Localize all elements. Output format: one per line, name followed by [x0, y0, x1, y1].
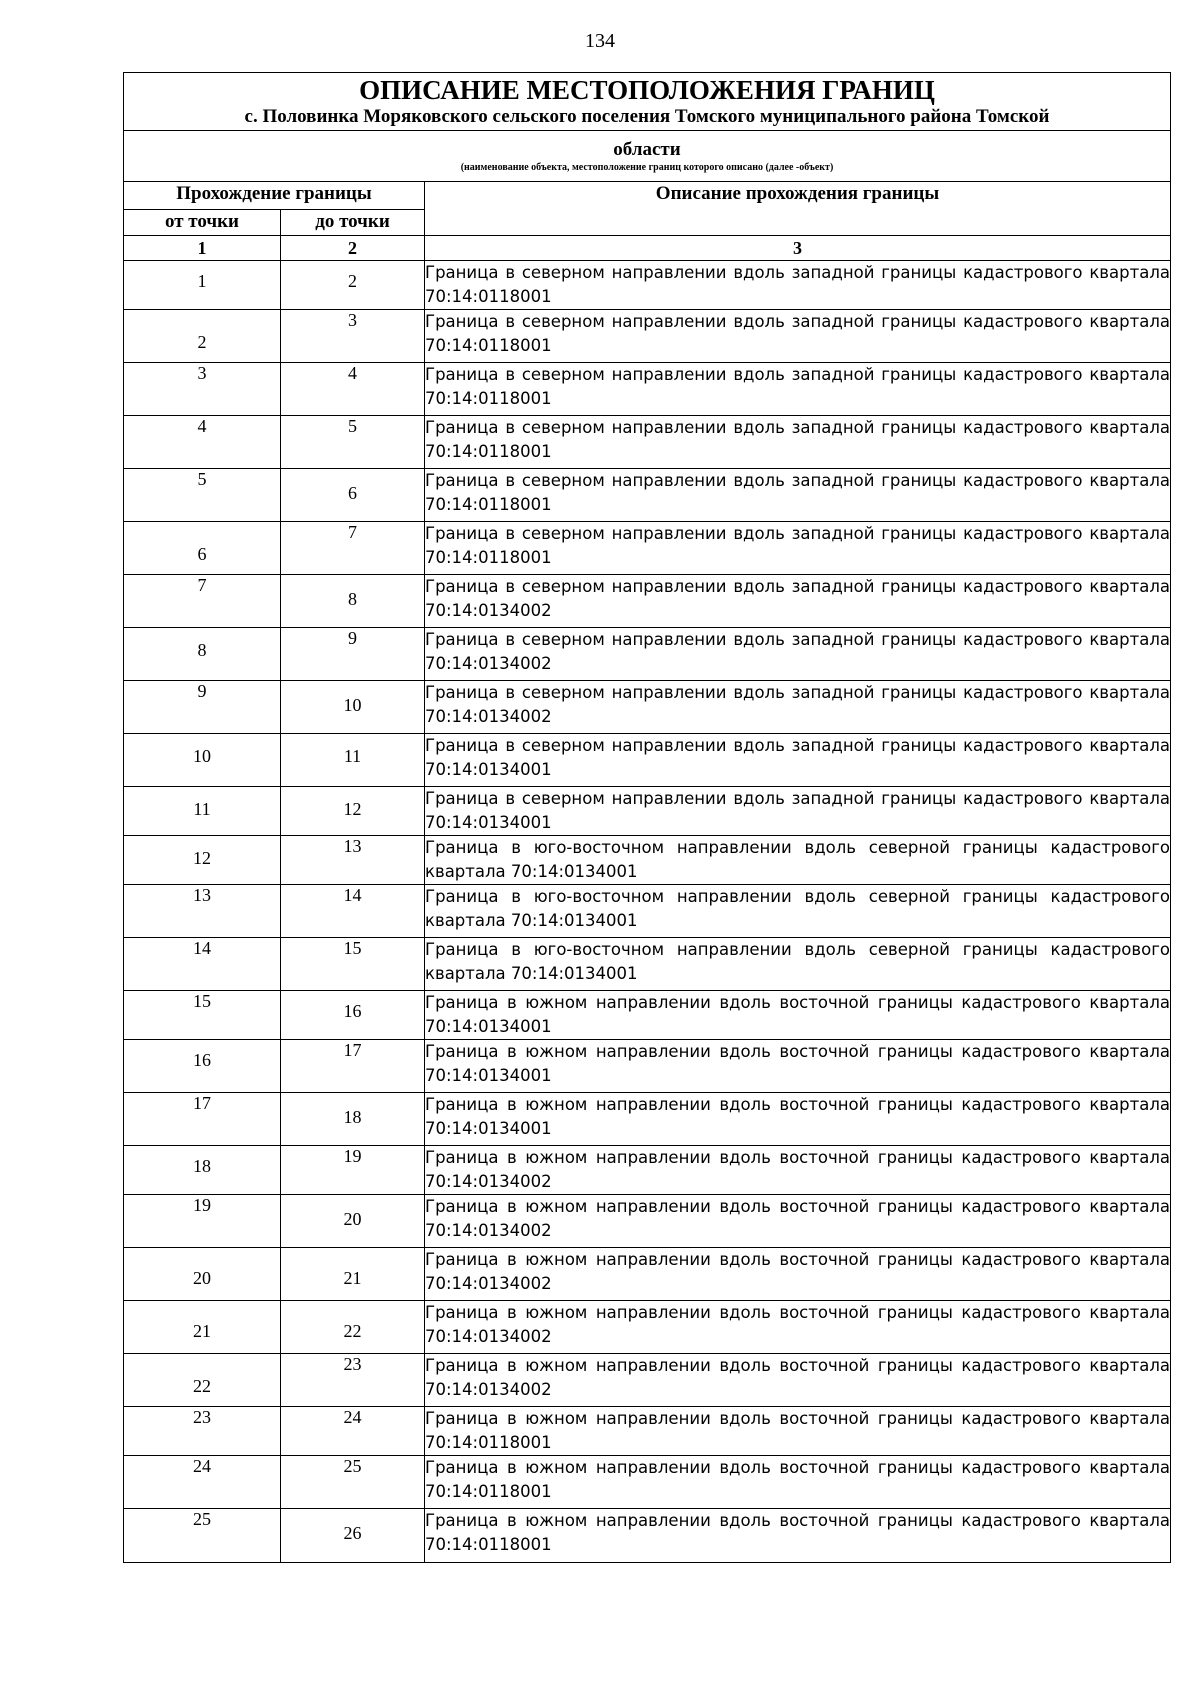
- from-point-number: 2: [197, 332, 207, 352]
- to-point-number: 19: [343, 1146, 362, 1166]
- from-point-cell: [124, 363, 281, 416]
- table-row: [124, 1248, 1171, 1301]
- boundary-description: Граница в северном направлении вдоль западной границы кадастрового квартала 70:14:0134001: [425, 734, 1171, 787]
- from-point-cell: [124, 575, 281, 628]
- to-point-cell: [281, 628, 425, 681]
- to-point-cell: [281, 1456, 425, 1509]
- object-name-row: [124, 131, 1171, 182]
- from-point-cell: [124, 1248, 281, 1301]
- from-point-number: 8: [197, 640, 207, 660]
- from-point-number: 6: [197, 544, 207, 564]
- boundary-description: Граница в северном направлении вдоль западной границы кадастрового квартала 70:14:0134001: [425, 787, 1171, 836]
- to-point-number: 5: [348, 416, 357, 436]
- to-point-number: 26: [343, 1523, 362, 1543]
- table-row: [124, 681, 1171, 734]
- table-row: [124, 310, 1171, 363]
- from-point-cell: [124, 1040, 281, 1093]
- table-row: [124, 469, 1171, 522]
- to-point-cell: [281, 469, 425, 522]
- from-point-number: 11: [193, 799, 211, 819]
- from-point-number: 22: [193, 1376, 211, 1396]
- boundary-description: Граница в южном направлении вдоль восточной границы кадастрового квартала 70:14:0134002: [425, 1354, 1171, 1407]
- from-point-cell: [124, 416, 281, 469]
- to-point-cell: [281, 681, 425, 734]
- column-number-row: [124, 236, 1171, 261]
- to-point-cell: [281, 522, 425, 575]
- boundary-description: Граница в северном направлении вдоль западной границы кадастрового квартала 70:14:0118001: [425, 310, 1171, 363]
- object-name-continuation: области: [613, 138, 681, 160]
- from-point-cell: [124, 1509, 281, 1563]
- from-point-cell: [124, 885, 281, 938]
- to-point-number: 11: [343, 746, 362, 766]
- boundary-description: Граница в южном направлении вдоль восточной границы кадастрового квартала 70:14:0134001: [425, 1040, 1171, 1093]
- boundary-description: Граница в северном направлении вдоль западной границы кадастрового квартала 70:14:0118001: [425, 522, 1171, 575]
- object-name-cell: [124, 131, 1171, 182]
- to-point-cell: [281, 261, 425, 310]
- to-point-number: 23: [343, 1354, 362, 1374]
- to-point-number: 9: [348, 628, 357, 648]
- to-point-number: 14: [343, 885, 362, 905]
- table-row: [124, 1354, 1171, 1407]
- from-point-cell: [124, 787, 281, 836]
- from-point-cell: [124, 991, 281, 1040]
- table-row: [124, 1456, 1171, 1509]
- to-point-number: 10: [343, 695, 362, 715]
- to-point-cell: [281, 575, 425, 628]
- to-point-number: 4: [348, 363, 357, 383]
- boundary-description: Граница в южном направлении вдоль восточной границы кадастрового квартала 70:14:0134002: [425, 1195, 1171, 1248]
- boundary-description: Граница в северном направлении вдоль западной границы кадастрового квартала 70:14:0134002: [425, 628, 1171, 681]
- from-point-number: 25: [193, 1509, 211, 1529]
- from-point-number: 16: [193, 1050, 211, 1070]
- to-point-cell: [281, 1040, 425, 1093]
- from-point-cell: [124, 469, 281, 522]
- to-point-cell: [281, 1509, 425, 1563]
- to-point-cell: [281, 1195, 425, 1248]
- to-point-cell: [281, 1146, 425, 1195]
- to-point-cell: [281, 1301, 425, 1354]
- to-point-number: 25: [343, 1456, 362, 1476]
- table-row: [124, 416, 1171, 469]
- to-point-cell: [281, 310, 425, 363]
- page-number: 134: [585, 30, 615, 52]
- to-point-cell: [281, 836, 425, 885]
- object-name-note: (наименование объекта, местоположение границ которого описано (далее -объект): [460, 161, 834, 173]
- from-point-number: 19: [193, 1195, 211, 1215]
- boundary-description: Граница в южном направлении вдоль восточной границы кадастрового квартала 70:14:0134001: [425, 991, 1171, 1040]
- to-point-number: 17: [343, 1040, 362, 1060]
- table-row: [124, 1509, 1171, 1563]
- from-point-number: 18: [193, 1156, 211, 1176]
- table-row: [124, 1301, 1171, 1354]
- from-point-number: 1: [197, 271, 207, 291]
- to-point-number: 7: [348, 522, 357, 542]
- table-row: [124, 836, 1171, 885]
- from-point-cell: [124, 1093, 281, 1146]
- from-point-number: 9: [197, 681, 207, 701]
- header-row-1: [124, 182, 1171, 210]
- from-point-cell: [124, 1456, 281, 1509]
- boundary-description: Граница в южном направлении вдоль восточной границы кадастрового квартала 70:14:0134002: [425, 1248, 1171, 1301]
- header-description: Описание прохождения границы: [425, 182, 1171, 236]
- to-point-number: 22: [343, 1321, 362, 1341]
- from-point-cell: [124, 310, 281, 363]
- from-point-cell: [124, 522, 281, 575]
- from-point-number: 13: [193, 885, 211, 905]
- to-point-number: 24: [343, 1407, 362, 1427]
- from-point-number: 10: [193, 746, 211, 766]
- table-row: [124, 1195, 1171, 1248]
- to-point-number: 12: [343, 799, 362, 819]
- boundary-description: Граница в северном направлении вдоль западной границы кадастрового квартала 70:14:0118001: [425, 261, 1171, 310]
- table-row: [124, 522, 1171, 575]
- to-point-cell: [281, 416, 425, 469]
- table-row: [124, 885, 1171, 938]
- table-body: [124, 73, 1171, 1563]
- to-point-cell: [281, 1093, 425, 1146]
- boundary-description: Граница в южном направлении вдоль восточной границы кадастрового квартала 70:14:0118001: [425, 1456, 1171, 1509]
- to-point-number: 6: [348, 483, 357, 503]
- from-point-number: 4: [197, 416, 207, 436]
- from-point-number: 23: [193, 1407, 211, 1427]
- boundary-description: Граница в северном направлении вдоль западной границы кадастрового квартала 70:14:0134002: [425, 575, 1171, 628]
- table-row: [124, 938, 1171, 991]
- to-point-cell: [281, 787, 425, 836]
- table-row: [124, 734, 1171, 787]
- to-point-number: 2: [348, 271, 357, 291]
- to-point-number: 16: [343, 1001, 362, 1021]
- to-point-number: 13: [343, 836, 362, 856]
- boundary-table: [123, 72, 1171, 1563]
- from-point-number: 14: [193, 938, 211, 958]
- to-point-number: 3: [348, 310, 357, 330]
- table-row: [124, 628, 1171, 681]
- from-point-cell: [124, 1407, 281, 1456]
- from-point-number: 24: [193, 1456, 211, 1476]
- to-point-cell: [281, 938, 425, 991]
- from-point-number: 3: [197, 363, 207, 383]
- from-point-cell: [124, 734, 281, 787]
- document-title: ОПИСАНИЕ МЕСТОПОЛОЖЕНИЯ ГРАНИЦ: [359, 74, 935, 105]
- from-point-cell: [124, 938, 281, 991]
- table-row: [124, 787, 1171, 836]
- boundary-description: Граница в южном направлении вдоль восточной границы кадастрового квартала 70:14:0134002: [425, 1301, 1171, 1354]
- to-point-cell: [281, 885, 425, 938]
- from-point-cell: [124, 261, 281, 310]
- document-subtitle: с. Половинка Моряковского сельского поселения Томского муниципального района Томской: [244, 105, 1050, 127]
- from-point-cell: [124, 836, 281, 885]
- to-point-number: 21: [343, 1268, 362, 1288]
- table-row: [124, 991, 1171, 1040]
- to-point-cell: [281, 991, 425, 1040]
- to-point-number: 18: [343, 1107, 362, 1127]
- header-from-point: от точки: [124, 210, 281, 236]
- table-row: [124, 1093, 1171, 1146]
- to-point-cell: [281, 1354, 425, 1407]
- boundary-description: Граница в юго-восточном направлении вдоль северной границы кадастрового квартала 70:14:0134001: [425, 836, 1171, 885]
- from-point-number: 15: [193, 991, 211, 1011]
- to-point-cell: [281, 734, 425, 787]
- table-row: [124, 363, 1171, 416]
- from-point-cell: [124, 1146, 281, 1195]
- title-cell: [124, 73, 1171, 131]
- from-point-number: 20: [193, 1268, 211, 1288]
- boundary-description: Граница в юго-восточном направлении вдоль северной границы кадастрового квартала 70:14:0134001: [425, 885, 1171, 938]
- to-point-number: 15: [343, 938, 362, 958]
- from-point-number: 5: [197, 469, 207, 489]
- header-passage: Прохождение границы: [124, 182, 425, 210]
- to-point-cell: [281, 1407, 425, 1456]
- boundary-description: Граница в южном направлении вдоль восточной границы кадастрового квартала 70:14:0118001: [425, 1407, 1171, 1456]
- from-point-number: 7: [197, 575, 207, 595]
- from-point-number: 21: [193, 1321, 211, 1341]
- to-point-cell: [281, 1248, 425, 1301]
- boundary-description: Граница в северном направлении вдоль западной границы кадастрового квартала 70:14:0118001: [425, 416, 1171, 469]
- column-number-3: 3: [425, 236, 1171, 261]
- from-point-cell: [124, 628, 281, 681]
- from-point-cell: [124, 681, 281, 734]
- boundary-description: Граница в южном направлении вдоль восточной границы кадастрового квартала 70:14:0134002: [425, 1146, 1171, 1195]
- from-point-number: 17: [193, 1093, 211, 1113]
- boundary-description: Граница в южном направлении вдоль восточной границы кадастрового квартала 70:14:0118001: [425, 1509, 1171, 1563]
- table-row: [124, 1146, 1171, 1195]
- to-point-number: 20: [343, 1209, 362, 1229]
- table-row: [124, 1407, 1171, 1456]
- header-to-point: до точки: [281, 210, 425, 236]
- boundary-description: Граница в северном направлении вдоль западной границы кадастрового квартала 70:14:0118001: [425, 363, 1171, 416]
- boundary-description: Граница в северном направлении вдоль западной границы кадастрового квартала 70:14:0118001: [425, 469, 1171, 522]
- from-point-cell: [124, 1301, 281, 1354]
- from-point-cell: [124, 1195, 281, 1248]
- from-point-cell: [124, 1354, 281, 1407]
- boundary-description: Граница в южном направлении вдоль восточной границы кадастрового квартала 70:14:0134001: [425, 1093, 1171, 1146]
- boundary-description: Граница в юго-восточном направлении вдоль северной границы кадастрового квартала 70:14:0134001: [425, 938, 1171, 991]
- to-point-number: 8: [348, 589, 357, 609]
- title-row: [124, 73, 1171, 131]
- table-row: [124, 1040, 1171, 1093]
- table-row: [124, 575, 1171, 628]
- boundary-description: Граница в северном направлении вдоль западной границы кадастрового квартала 70:14:0134002: [425, 681, 1171, 734]
- to-point-cell: [281, 363, 425, 416]
- table-row: [124, 261, 1171, 310]
- from-point-number: 12: [193, 848, 211, 868]
- column-number-2: 2: [281, 236, 425, 261]
- column-number-1: 1: [124, 236, 281, 261]
